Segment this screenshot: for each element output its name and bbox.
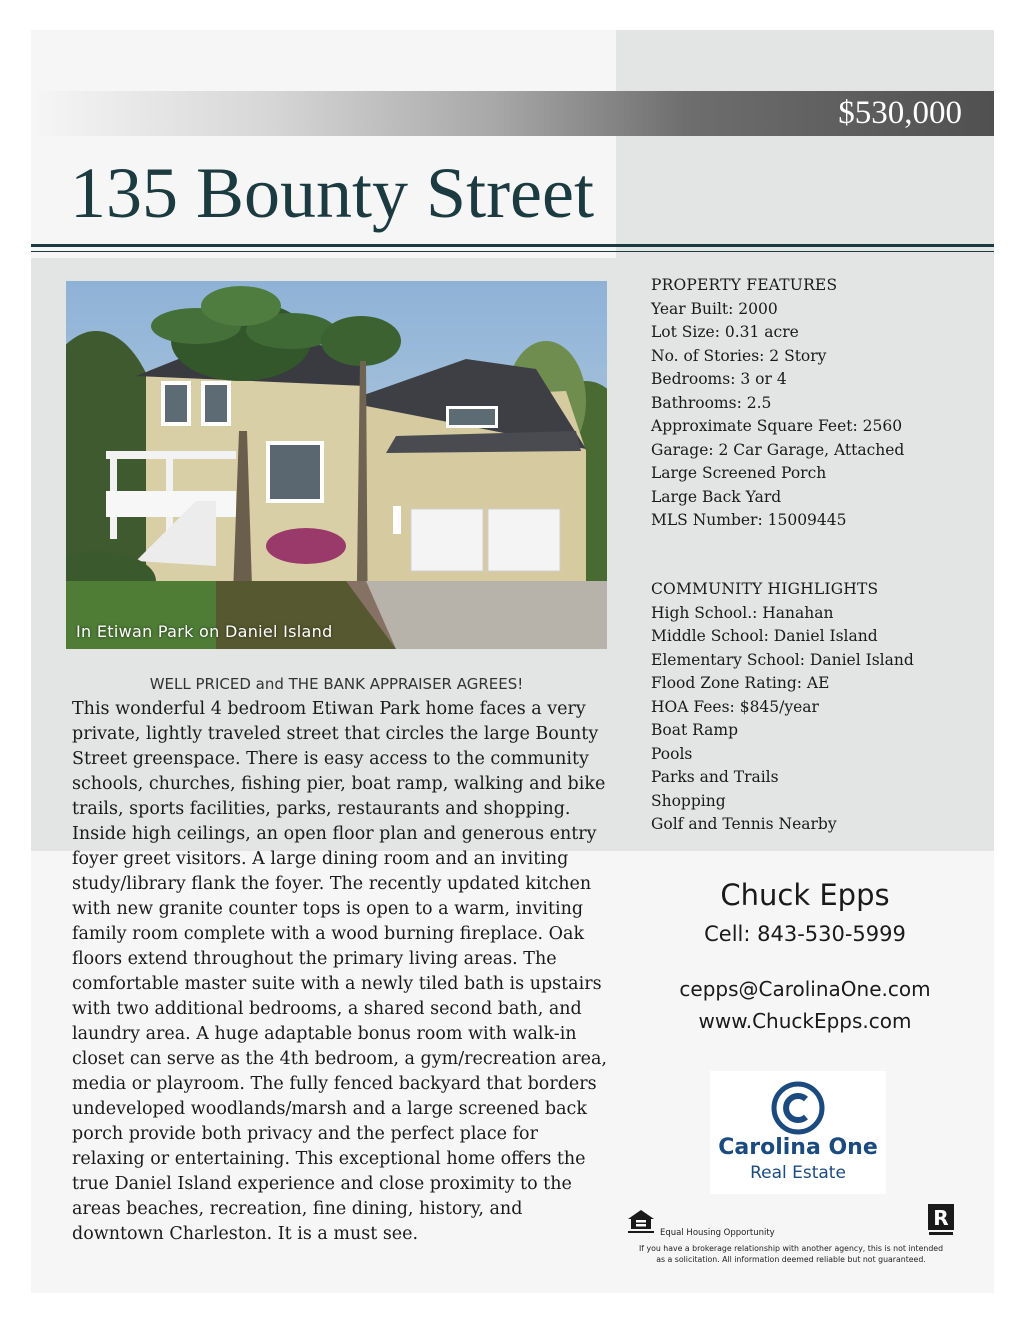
community-item: Elementary School: Daniel Island bbox=[651, 650, 914, 669]
agent-name: Chuck Epps bbox=[720, 878, 890, 912]
legal-disclaimer: If you have a brokerage relationship with another agency, this is not intended as a solicitation. All information deemed reliable but not guaranteed. bbox=[638, 1244, 944, 1264]
community-item: Parks and Trails bbox=[651, 768, 779, 786]
feature-item: Approximate Square Feet: 2560 bbox=[651, 417, 903, 435]
community-item: Middle School: Daniel Island bbox=[651, 627, 878, 645]
property-features bbox=[651, 274, 991, 533]
feature-item: Bathrooms: 2.5 bbox=[651, 393, 772, 412]
listing-price: $530,000 bbox=[838, 95, 962, 131]
house-photo bbox=[66, 281, 607, 649]
brand-subtitle: Real Estate bbox=[750, 1163, 846, 1183]
community-item: High School.: Hanahan bbox=[651, 603, 834, 622]
community-item: Pools bbox=[651, 744, 693, 763]
feature-item: Year Built: 2000 bbox=[651, 299, 778, 318]
feature-item: Garage: 2 Car Garage, Attached bbox=[651, 440, 905, 459]
community-item: Flood Zone Rating: AE bbox=[651, 674, 830, 692]
community-item: Shopping bbox=[651, 791, 726, 810]
divider-thick bbox=[31, 244, 994, 247]
divider-thin bbox=[31, 251, 994, 252]
community-heading: COMMUNITY HIGHLIGHTS bbox=[651, 580, 879, 598]
listing-address-title: 135 Bounty Street bbox=[70, 153, 594, 233]
feature-item: Bedrooms: 3 or 4 bbox=[651, 370, 787, 388]
features-heading: PROPERTY FEATURES bbox=[651, 276, 838, 294]
community-item: Boat Ramp bbox=[651, 721, 739, 739]
feature-item: No. of Stories: 2 Story bbox=[651, 346, 827, 365]
feature-item: Lot Size: 0.31 acre bbox=[651, 323, 799, 341]
feature-item: Large Screened Porch bbox=[651, 464, 827, 482]
agent-website-link[interactable]: www.ChuckEpps.com bbox=[698, 1009, 912, 1033]
community-item: HOA Fees: $845/year bbox=[651, 697, 819, 716]
community-highlights bbox=[651, 578, 991, 837]
equal-housing-label: Equal Housing Opportunity bbox=[660, 1228, 775, 1238]
equal-housing-icon bbox=[627, 1209, 655, 1235]
listing-headline: WELL PRICED and THE BANK APPRAISER AGREES! bbox=[149, 675, 524, 693]
brand-name: Carolina One bbox=[718, 1135, 878, 1160]
feature-item: MLS Number: 15009445 bbox=[651, 511, 847, 529]
carolina-one-logo bbox=[710, 1071, 886, 1194]
agent-phone[interactable]: Cell: 843-530-5999 bbox=[704, 922, 906, 946]
feature-item: Large Back Yard bbox=[651, 487, 782, 506]
copyright-c-icon bbox=[771, 1081, 825, 1135]
svg-text:R: R bbox=[933, 1206, 949, 1230]
photo-caption: In Etiwan Park on Daniel Island bbox=[76, 622, 333, 641]
community-item: Golf and Tennis Nearby bbox=[651, 815, 837, 833]
listing-description: This wonderful 4 bedroom Etiwan Park home faces a very private, lightly traveled street that circles the large Bounty Street greenspace. There is easy access to the community schools, churches, fishing pier, boat ramp, walking and bike trails, sports facilities, parks, restaurants and shopping. Inside high ceilings, an open floor plan and generous entry foyer greet visitors. A large dining room and an inviting study/library flank the foyer. The recently updated kitchen with new granite counter tops is open to a warm, inviting family room complete with a wood burning fireplace. Oak floors extend throughout the primary living areas. The comfortable master suite with a newly tiled bath is upstairs with two additional bedrooms, a shared second bath, and laundry area. A huge adaptable bonus room with walk-in closet can serve as the 4th bedroom, a gym/recreation area, media or playroom. The fully fenced backyard that borders undeveloped woodlands/marsh and a large screened back porch provide both privacy and the perfect place for relaxing or entertaining. This exceptional home offers the true Daniel Island experience and close proximity to the areas beaches, recreation, fine dining, history, and downtown Charleston. It is a must see. bbox=[72, 699, 607, 1244]
realtor-icon bbox=[927, 1203, 955, 1237]
agent-email-link[interactable]: cepps@CarolinaOne.com bbox=[679, 977, 931, 1001]
